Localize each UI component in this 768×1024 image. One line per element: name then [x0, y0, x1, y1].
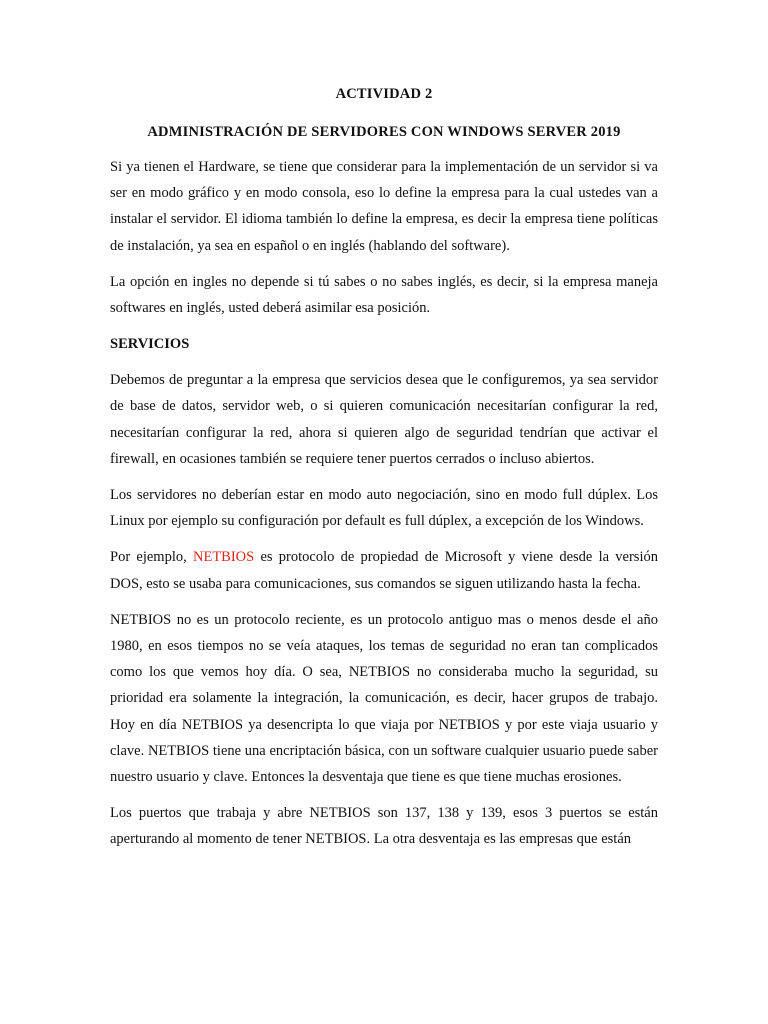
- paragraph-netbios-intro: [110, 544, 658, 596]
- paragraph-duplex: Los servidores no deberían estar en modo auto negociación, sino en modo full dúplex. Los Linux por ejemplo su configuración por default es full dúplex, a excepción de los Windows.: [110, 487, 658, 530]
- paragraph-netbios-intro-end: es protocolo de propiedad de Microsoft y viene desde la versión DOS, esto se usaba para comunicaciones, sus comandos se siguen utilizando hasta la fecha.: [110, 549, 658, 592]
- paragraph-netbios-history: NETBIOS no es un protocolo reciente, es un protocolo antiguo mas o menos desde el año 1980, en esos tiempos no se veía ataques, los temas de seguridad no eran tan complicados como los que vemos hoy día. O sea, NETBIOS no consideraba mucho la seguridad, su prioridad era solamente la integración, la comunicación, es decir, hacer grupos de trabajo. Hoy en día NETBIOS ya desencripta lo que viaja por NETBIOS y por este viaja usuario y clave. NETBIOS tiene una encriptación básica, con un software cualquier usuario puede saber nuestro usuario y clave. Entonces la desventaja que tiene es que tiene muchas erosiones.: [110, 611, 658, 786]
- paragraph-services: Debemos de preguntar a la empresa que servicios desea que le configuremos, ya sea servidor de base de datos, servidor web, o si quieren comunicación necesitarían configurar la red, necesitarían configurar la red, ahora si quieren algo de seguridad tendrían que activar el firewall, en ocasiones también se requiere tener puertos cerrados o incluso abiertos.: [110, 372, 658, 467]
- document-page: [110, 82, 658, 863]
- paragraph-hardware: Si ya tienen el Hardware, se tiene que considerar para la implementación de un servidor si va ser en modo gráfico y en modo consola, eso lo define la empresa para la cual ustedes van a instalar el servidor. El idioma también lo define la empresa, es decir la empresa tiene políticas de instalación, ya sea en español o en inglés (hablando del software).: [110, 159, 658, 254]
- paragraph-netbios-intro-start: Por ejemplo,: [110, 549, 193, 566]
- document-title: ACTIVIDAD 2: [335, 86, 433, 102]
- section-heading-servicios: SERVICIOS: [110, 336, 190, 353]
- paragraph-netbios-ports: Los puertos que trabaja y abre NETBIOS son 137, 138 y 139, esos 3 puertos se están aperturando al momento de tener NETBIOS. La otra desventaja es las empresas que están: [110, 805, 658, 848]
- netbios-highlight: NETBIOS: [192, 549, 255, 566]
- paragraph-language: La opción en ingles no depende si tú sabes o no sabes inglés, es decir, si la empresa maneja softwares en inglés, usted deberá asimilar esa posición.: [110, 273, 658, 317]
- document-subtitle: ADMINISTRACIÓN DE SERVIDORES CON WINDOWS SERVER 2019: [147, 124, 621, 140]
